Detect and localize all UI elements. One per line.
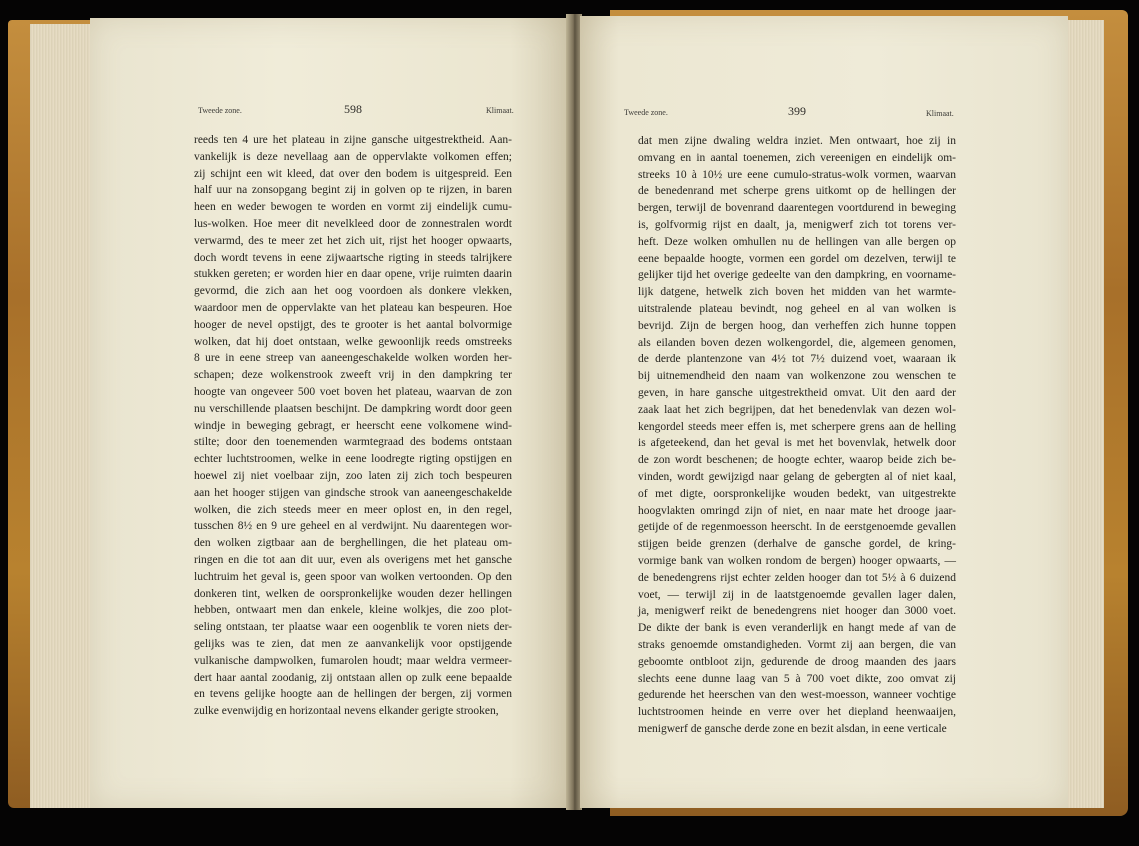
text-line: wolken, die zich steeds meer en meer oplost en, in den regel,: [194, 503, 512, 516]
text-line: luchtruim het geval is, geen spoor van wolken vertoonden. Op den: [194, 570, 512, 583]
text-line: bergen, terwijl de bovenrand daarentegen voortdurend in beweging: [638, 202, 956, 215]
text-line: luchtstroomen heinde en verre over het diepland heenwaaijen,: [638, 706, 956, 719]
text-line: slechts eene dunne laag van 5 à 700 voet dikte, zoo omvat zij: [638, 672, 956, 685]
text-line: de zon wordt beschenen; de hoogte echter, waarop beide zich be-: [638, 454, 956, 467]
text-line: schapen; deze wolkenstrook zweeft vrij in den dampkring ter: [194, 369, 512, 382]
text-line: gedurende het heerschen van den west-moesson, wanneer vochtige: [638, 689, 956, 702]
text-line: stukken gereten; er worden hier en daar opene, vrije ruimten daarin: [194, 268, 512, 281]
text-line: aan het hooger stijgen van gindsche strook van aaneengeschakelde: [194, 486, 512, 499]
page-number: 598: [344, 102, 362, 116]
text-line: stilte; door den toenemenden warmtegraad des bodems ontstaan: [194, 436, 512, 449]
text-line: of met digte, oorspronkelijke wouden bedekt, van uitgestrekte: [638, 487, 956, 500]
text-line: omvang en in aantal toenemen, zich vereenigen en eindelijk om-: [638, 151, 956, 164]
text-line: donkeren tint, welken de oorspronkelijke wouden dezer hellingen: [194, 587, 512, 600]
text-line: seling ontstaan, ter plaatse waar een oogenblik te voren niets der-: [194, 621, 512, 634]
right-page: [580, 16, 1068, 808]
text-line: vankelijk is deze nevellaag aan de oppervlakte volkomen effen;: [194, 150, 512, 163]
left-page: [90, 18, 568, 808]
text-line: straks genoemde omstandigheden. Vormt zij aan bergen, die van: [638, 638, 956, 651]
text-line: verwarmd, des te meer zet het zich uit, rijst het hooger opwaarts,: [194, 234, 512, 247]
text-line: zaak laat het zich begrijpen, dat het benedenvlak van dezen wol-: [638, 403, 956, 416]
text-line: als eilanden boven dezen wolkengordel, die, algemeen genomen,: [638, 336, 956, 349]
text-line: echter luchtstroomen, welke in eene loodregte rigting opstijgen en: [194, 453, 512, 466]
running-header-left: Tweede zone.: [198, 106, 242, 115]
text-line: streeks 10 à 10½ ure eene cumulo-stratus-wolk vormen, waarvan: [638, 168, 956, 181]
text-line: voet, — terwijl zij in de laatstgenoemde gevallen lager dalen,: [638, 588, 956, 601]
text-line: nu verschillende plaatsen beschijnt. De dampkring wordt door geen: [194, 402, 512, 415]
text-line: en tevens gelijke hoogte aan de hellingen der bergen, zij vormen: [194, 688, 512, 701]
text-line: de benedengrens rijst echter zelden hooger dan tot 5½ à 6 duizend: [638, 571, 956, 584]
text-line: doch wordt tevens in eene zijwaartsche rigting in steeds talrijkere: [194, 251, 512, 264]
page-edges-right: [1064, 20, 1104, 808]
text-line: heen en weder bewogen te worden en vormt zij eindelijk cumu-: [194, 201, 512, 214]
text-line: tusschen 8½ en 9 ure geheel en al verdwijnt. Nu daarentegen wor-: [194, 520, 512, 533]
text-line: geboomte ontbloot zijn, gedurende de droog maanden des jaars: [638, 655, 956, 668]
text-line: waardoor men de oppervlakte van het plateau kan bespeuren. Hoe: [194, 301, 512, 314]
body-text: [194, 132, 512, 720]
text-line: de benedenrand met scherpe grens uitkomt op de hellingen der: [638, 185, 956, 198]
text-line: wolken, dat hij doet ontstaan, welke gewoonlijk reeds omstreeks: [194, 335, 512, 348]
body-text: [638, 133, 956, 738]
text-line: lus-wolken. Hoe meer dit nevelkleed door de zonnestralen wordt: [194, 217, 512, 230]
text-line: is, golfvormig rijst en daalt, ja, menigwerf zich tot torens ver-: [638, 218, 956, 231]
text-line: 8 ure in eene streep van aaneengeschakelde wolken worden her-: [194, 352, 512, 365]
text-line: reeds ten 4 ure het plateau in zijne gansche uitgestrektheid. Aan-: [194, 134, 512, 146]
text-line: den wolken zigtbaar aan de berghellingen, die het plateau om-: [194, 537, 512, 550]
text-line: dat men zijne dwaling weldra inziet. Men ontwaart, hoe zij in: [638, 135, 956, 147]
text-line: ja, menigwerf reikt de benedengrens niet hooger dan 3000 voet.: [638, 605, 956, 618]
running-header-right: Klimaat.: [926, 109, 954, 118]
text-line: hoogvlakten omringd zijn of niet, en naar mate het drooge jaar-: [638, 504, 956, 517]
text-line: hebben, ontwaart men dan enkele, kleine wolkjes, die zoo plot-: [194, 604, 512, 617]
text-line: vormige bank van wolken rondom de bergen) hooger opwaarts, —: [638, 554, 956, 567]
text-line: hoewel zij niet voelbaar zijn, zoo laten zij zich toch bespeuren: [194, 469, 512, 482]
text-line: getijde of de regenmoesson heerscht. In de eerstgenoemde gevallen: [638, 521, 956, 534]
page-edges-left: [30, 24, 92, 808]
text-line: heft. Deze wolken omhullen nu de hellingen van alle bergen op: [638, 235, 956, 248]
text-line: de derde plantenzone van 4½ tot 7½ duizend voet, waaraan ik: [638, 353, 956, 366]
text-line: zij schijnt een wit kleed, dat over den bodem is uitgespreid. Een: [194, 167, 512, 180]
text-line: hooger de nevel opstijgt, des te grooter is het aantal bolvormige: [194, 318, 512, 331]
text-line: lijk datgene, hetwelk zich boven het midden van het warmte-: [638, 286, 956, 299]
text-line: geven, in hare gansche uitgestrektheid omvat. Uit den aard der: [638, 386, 956, 399]
text-line: gelijks was te zien, dat men ze aanvankelijk voor opstijgende: [194, 637, 512, 650]
text-line: eene bepaalde hoogte, vormen een gordel om dezelven, terwijl te: [638, 252, 956, 265]
text-line: is afgeteekend, dan het geval is met het bovenvlak, hetwelk door: [638, 437, 956, 450]
text-line: bevrijd. Zijn de bergen hoog, dan verheffen zich hunne toppen: [638, 319, 956, 332]
text-line: menigwerf de gansche derde zone en bezit alsdan, in eene verticale: [638, 722, 947, 735]
text-line: vulkanische dampwolken, fumarolen houdt; maar weldra vermeer-: [194, 654, 512, 667]
text-line: De dikte der bank is even veranderlijk en hangt mede af van de: [638, 622, 956, 635]
text-line: bij uitnemendheid den naam van wolkenzone zou wenschen te: [638, 370, 956, 383]
text-line: dert haar aantal zoodanig, zij ontstaan allen op zulk eene bepaalde: [194, 671, 512, 684]
text-line: hoogte van ongeveer 500 voet boven het plateau, waarvan de zon: [194, 385, 512, 398]
running-header-right: Klimaat.: [486, 106, 514, 115]
page-number: 399: [788, 104, 806, 118]
text-line: windje in beweging gebragt, er heerscht eene volkomene wind-: [194, 419, 512, 432]
text-line: uitstralende plateau bevindt, nog geheel en al van wolken is: [638, 302, 956, 315]
text-line: vinden, wordt gewijzigd naar gelang de gebergten al of niet kaal,: [638, 470, 956, 483]
text-line: kengordel steeds meer effen is, met scherpere grens aan de helling: [638, 420, 956, 433]
text-line: ringen en die tot aan dit uur, even als overigens met het gansche: [194, 553, 512, 566]
text-line: gelijker tijd het overige gedeelte van den dampkring, en voorname-: [638, 269, 956, 282]
text-line: gevormd, die zich aan het oog voordoen als donkere vlekken,: [194, 285, 512, 298]
text-line: zulke evenwijdig en horizontaal nevens elkander gerigte strooken,: [194, 705, 499, 718]
text-line: half uur na zonsopgang begint zij in golven op te rijzen, in baren: [194, 184, 512, 197]
running-header-left: Tweede zone.: [624, 108, 668, 117]
text-line: stijgen beide grenzen (derhalve de gansche gordel, de kring-: [638, 538, 956, 551]
